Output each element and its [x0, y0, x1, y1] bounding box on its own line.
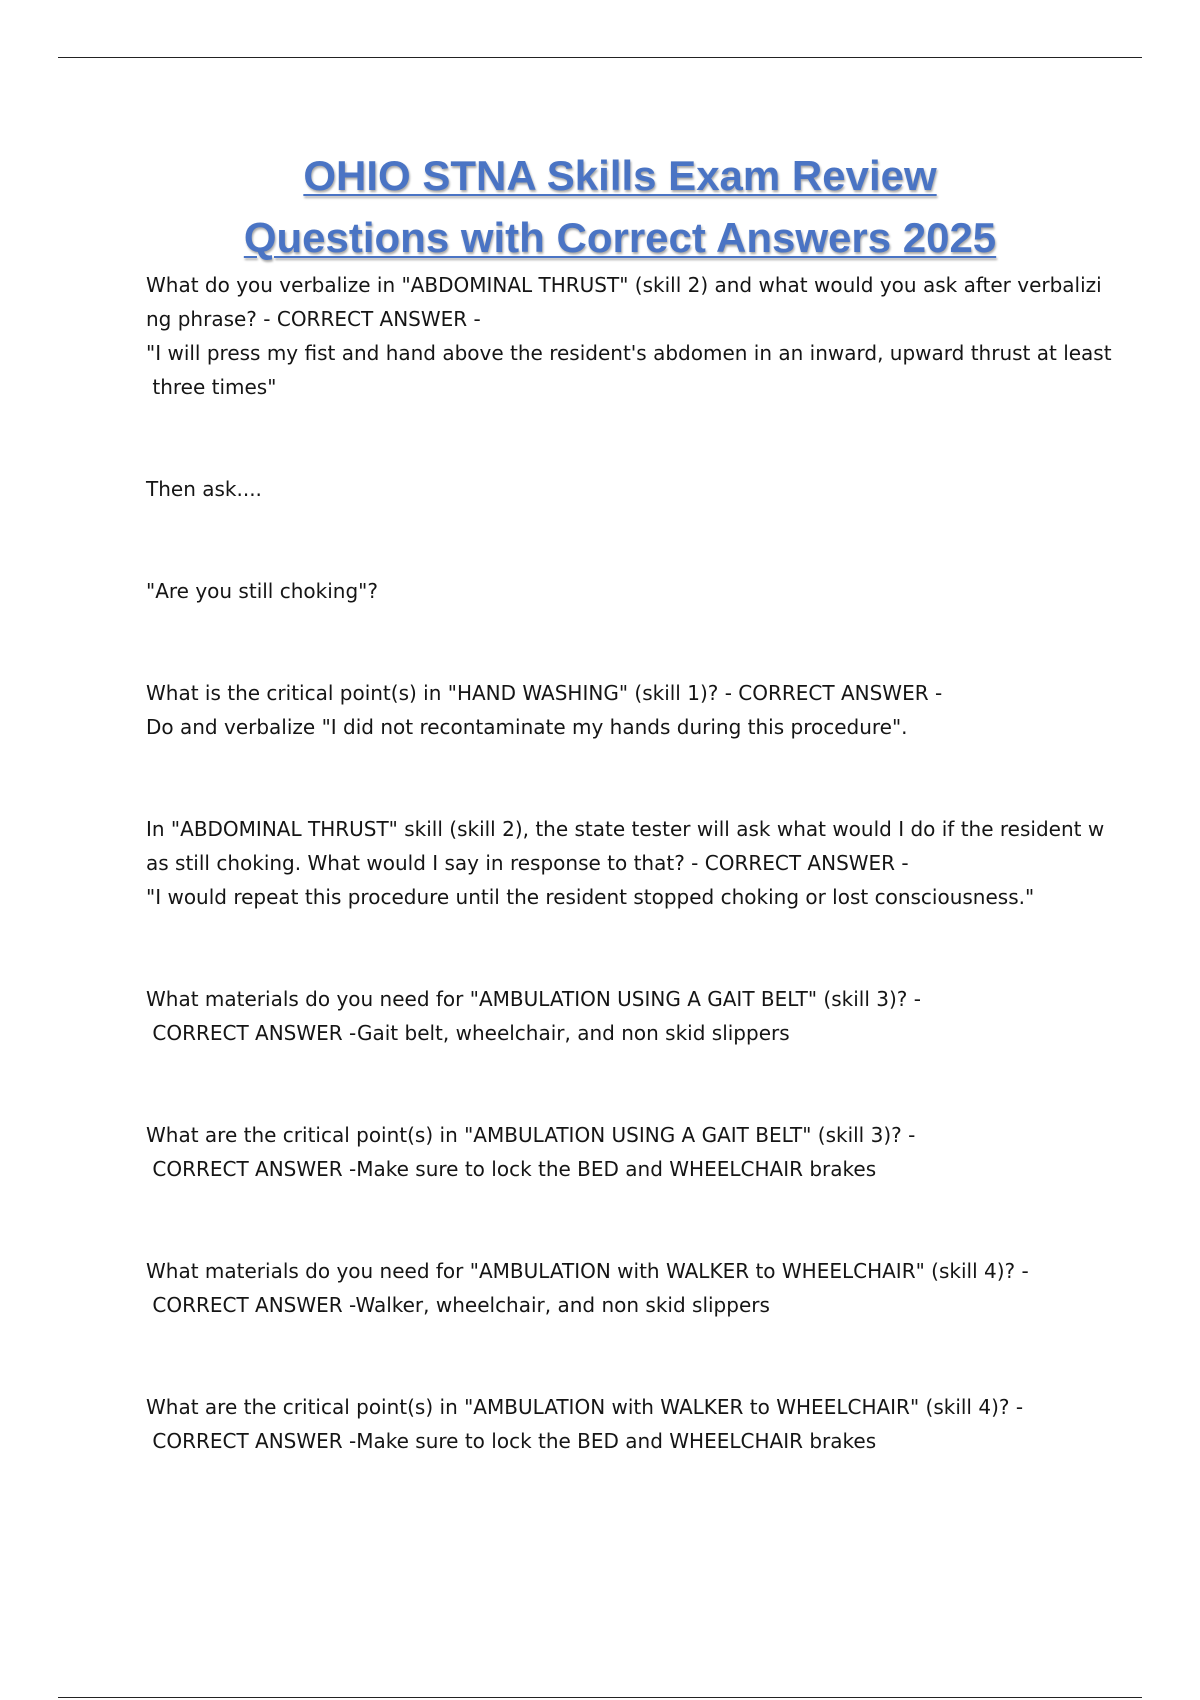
- text-line: CORRECT ANSWER -Make sure to lock the BED and WHEELCHAIR brakes: [146, 1157, 877, 1181]
- text-line: CORRECT ANSWER -Make sure to lock the BED and WHEELCHAIR brakes: [146, 1429, 877, 1453]
- text-line: What materials do you need for "AMBULATION with WALKER to WHEELCHAIR" (skill 4)? -: [146, 1259, 1029, 1283]
- text-line: Do and verbalize "I did not recontaminate my hands during this procedure".: [146, 715, 908, 739]
- text-line: ng phrase? - CORRECT ANSWER -: [146, 307, 481, 331]
- bottom-rule: [58, 1697, 1142, 1698]
- blank-line: [146, 404, 1096, 438]
- text-line: In "ABDOMINAL THRUST" skill (skill 2), the state tester will ask what would I do if the resident w: [146, 817, 1105, 841]
- blank-line: [146, 540, 1096, 574]
- blank-line: [146, 744, 1096, 778]
- title-line: OHIO STNA Skills Exam Review: [303, 152, 937, 199]
- blank-line: [146, 778, 1096, 812]
- document-title: [120, 145, 1120, 269]
- document-body: [146, 268, 1112, 1458]
- text-line: CORRECT ANSWER -Gait belt, wheelchair, and non skid slippers: [146, 1021, 790, 1045]
- text-line: three times": [146, 375, 277, 399]
- blank-line: [146, 1322, 1096, 1356]
- text-line: What do you verbalize in "ABDOMINAL THRUST" (skill 2) and what would you ask after verbalizi: [146, 273, 1102, 297]
- blank-line: [146, 1050, 1096, 1084]
- blank-line: [146, 1220, 1096, 1254]
- text-line: as still choking. What would I say in response to that? - CORRECT ANSWER -: [146, 851, 909, 875]
- blank-line: [146, 608, 1096, 642]
- text-line: What are the critical point(s) in "AMBULATION USING A GAIT BELT" (skill 3)? -: [146, 1123, 916, 1147]
- text-line: "I will press my fist and hand above the resident's abdomen in an inward, upward thrust at least: [146, 341, 1112, 365]
- blank-line: [146, 438, 1096, 472]
- blank-line: [146, 1356, 1096, 1390]
- text-line: CORRECT ANSWER -Walker, wheelchair, and non skid slippers: [146, 1293, 770, 1317]
- blank-line: [146, 948, 1096, 982]
- text-line: "Are you still choking"?: [146, 579, 378, 603]
- blank-line: [146, 1084, 1096, 1118]
- blank-line: [146, 642, 1096, 676]
- top-rule: [58, 57, 1142, 58]
- title-line: Questions with Correct Answers 2025: [243, 214, 997, 261]
- text-line: What is the critical point(s) in "HAND WASHING" (skill 1)? - CORRECT ANSWER -: [146, 681, 943, 705]
- text-line: "I would repeat this procedure until the resident stopped choking or lost consciousness.": [146, 885, 1035, 909]
- blank-line: [146, 1186, 1096, 1220]
- blank-line: [146, 506, 1096, 540]
- text-line: What materials do you need for "AMBULATION USING A GAIT BELT" (skill 3)? -: [146, 987, 921, 1011]
- text-line: Then ask....: [146, 477, 262, 501]
- text-line: What are the critical point(s) in "AMBULATION with WALKER to WHEELCHAIR" (skill 4)? -: [146, 1395, 1024, 1419]
- blank-line: [146, 914, 1096, 948]
